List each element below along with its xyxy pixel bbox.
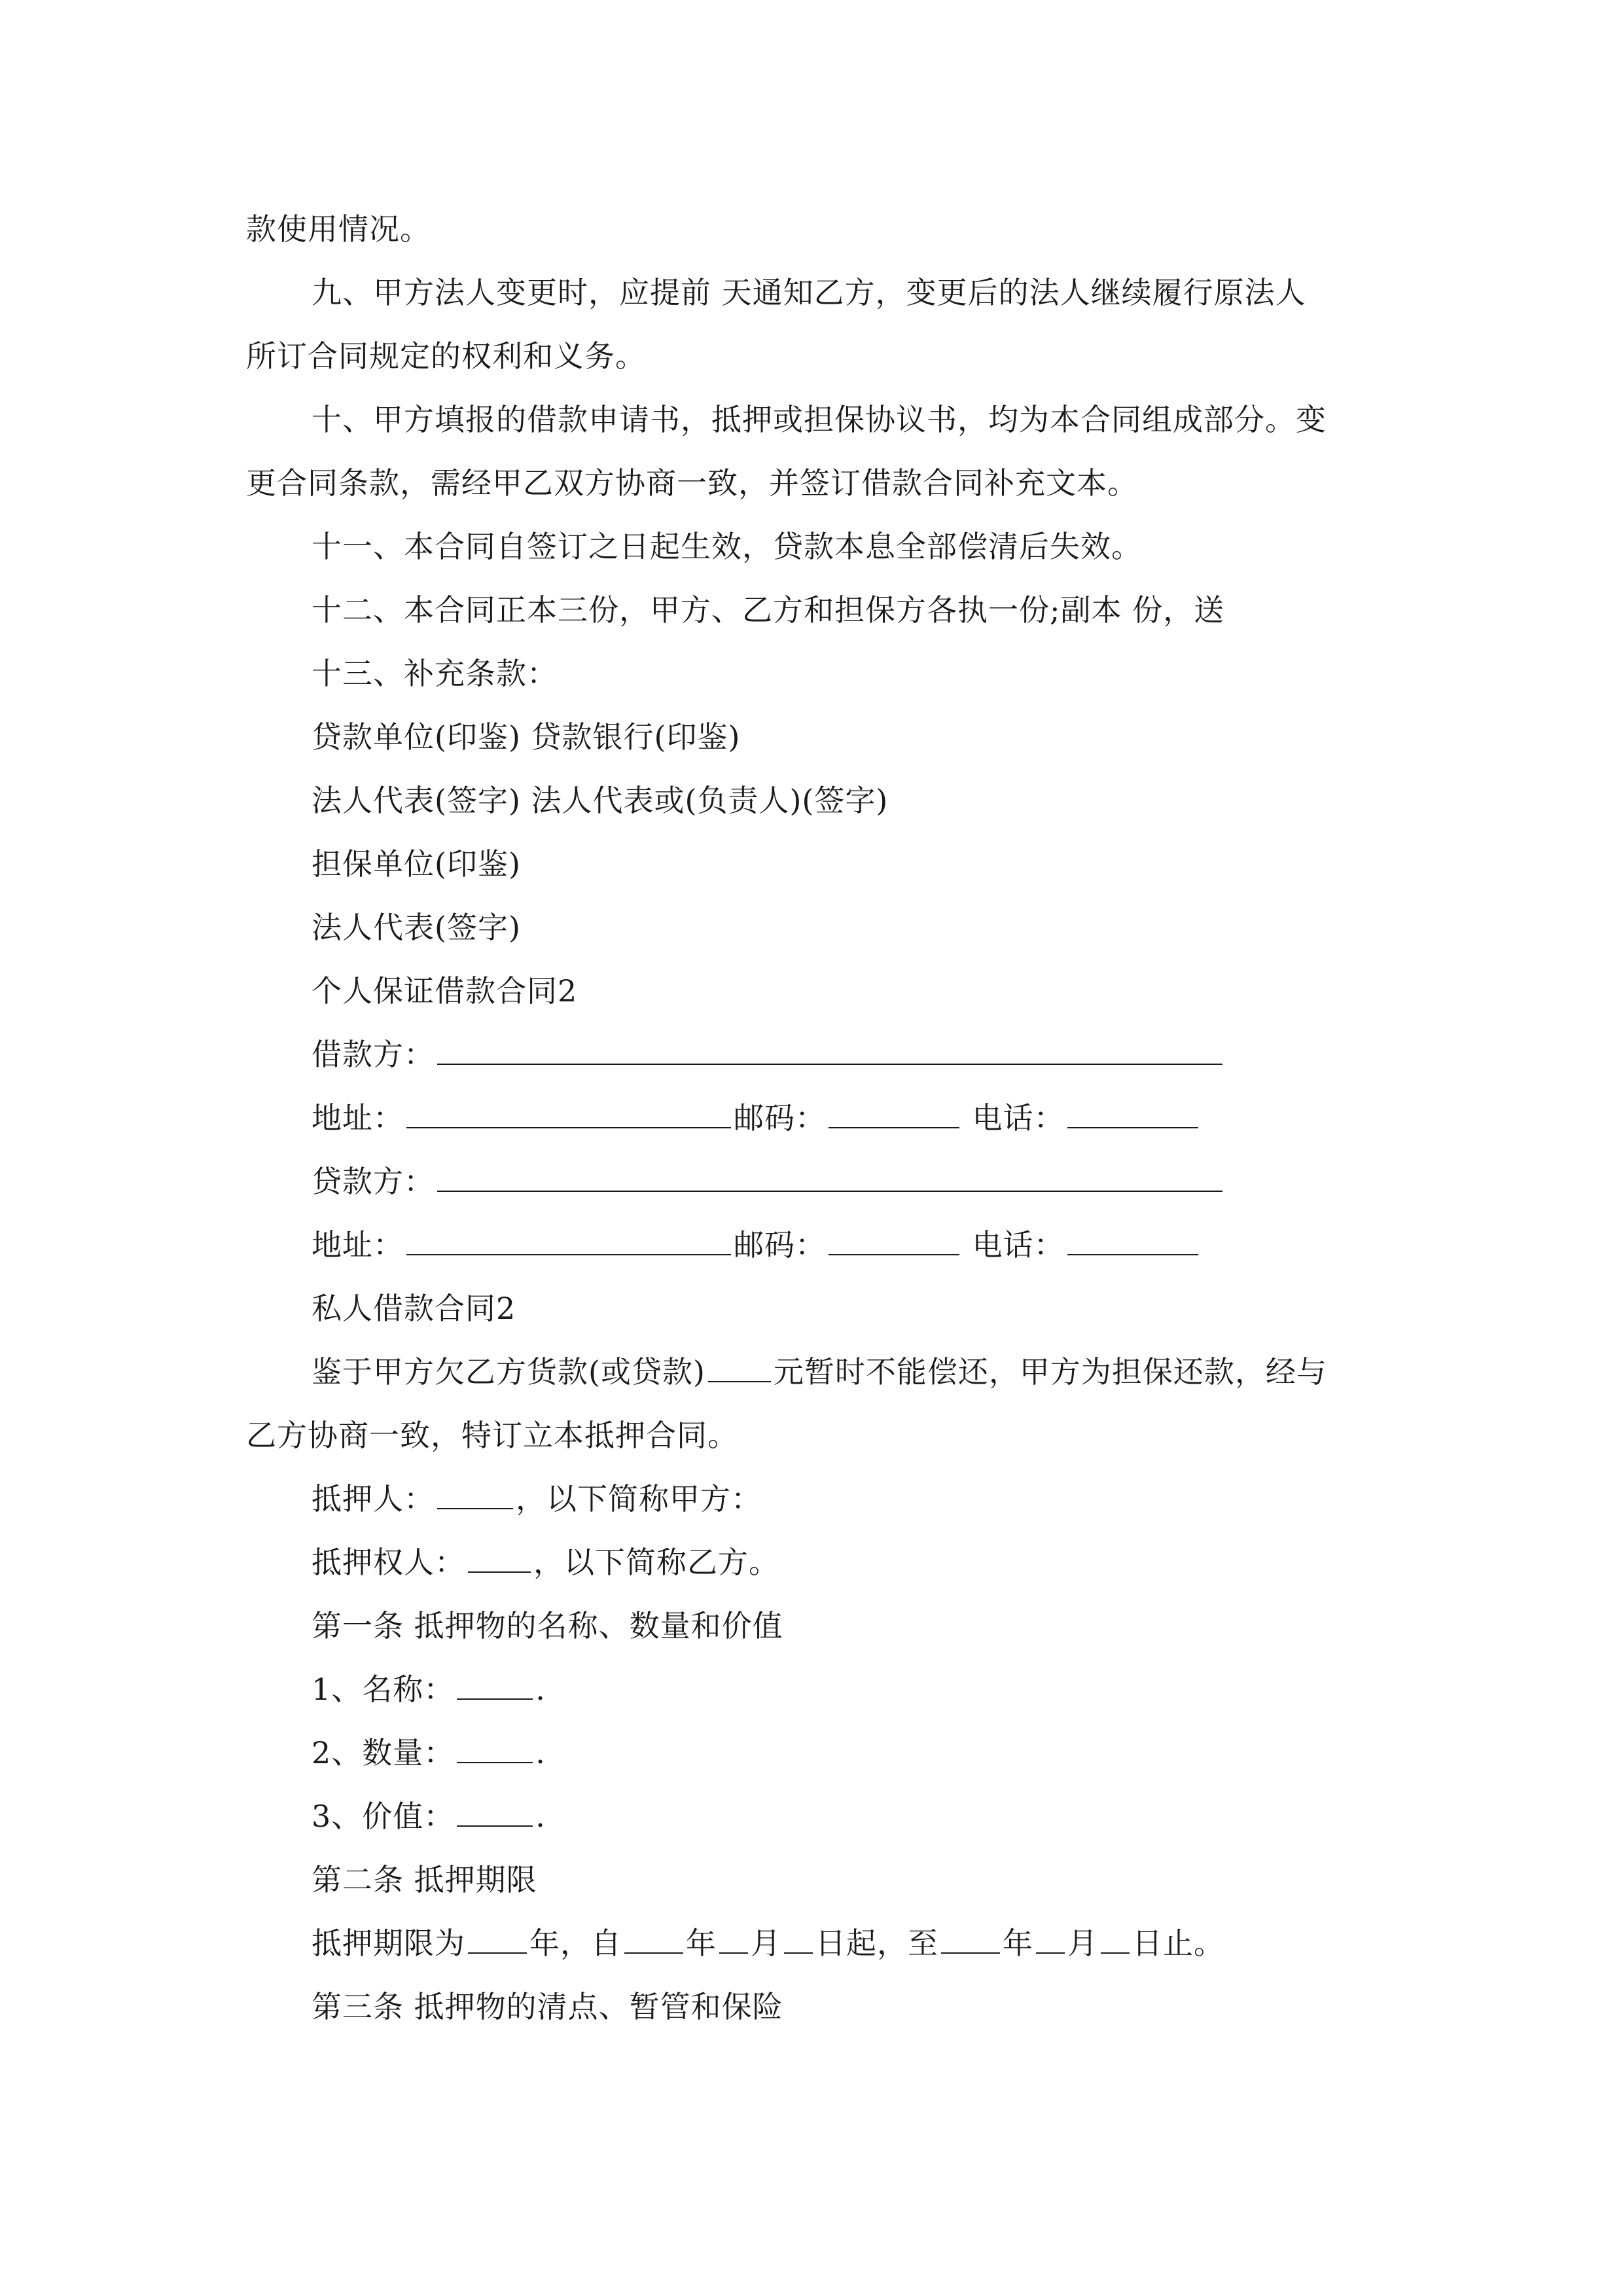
text-line: 款使用情况。 xyxy=(246,211,431,247)
phone-label: 电话： xyxy=(972,1100,1065,1136)
signature-line: 法人代表(签字) 法人代表或(负责人)(签字) xyxy=(312,783,889,818)
article-title: 第一条 抵押物的名称、数量和价值 xyxy=(312,1608,783,1643)
text-span: 元暂时不能偿还，甲方为担保还款，经与 xyxy=(773,1354,1327,1390)
year-blank xyxy=(624,1924,683,1954)
mortgagor-line xyxy=(312,1479,762,1518)
amount-blank xyxy=(708,1352,771,1382)
text-span: 月 xyxy=(1067,1926,1098,1961)
text-span: . xyxy=(535,1672,546,1707)
text-span: 年，自 xyxy=(529,1926,622,1961)
text-span: . xyxy=(535,1735,546,1770)
day-blank xyxy=(784,1924,813,1954)
text-line: 十三、补充条款： xyxy=(312,656,558,691)
item-label: 1、名称： xyxy=(312,1672,455,1707)
article-title: 第二条 抵押期限 xyxy=(312,1862,537,1897)
lender-blank xyxy=(437,1162,1222,1192)
text-span: 抵押期限为 xyxy=(312,1926,465,1961)
text-span: ，以下简称乙方。 xyxy=(533,1545,779,1580)
mortgagor-blank xyxy=(437,1479,513,1509)
text-line: 十一、本合同自签订之日起生效，贷款本息全部偿清后失效。 xyxy=(312,529,1142,564)
month-blank xyxy=(719,1924,748,1954)
mortgagee-blank xyxy=(468,1543,531,1573)
signature-line: 担保单位(印鉴) xyxy=(312,846,521,882)
mortgagee-line xyxy=(312,1543,779,1582)
signature-line: 贷款单位(印鉴) 贷款银行(印鉴) xyxy=(312,719,741,755)
phone-label: 电话： xyxy=(972,1227,1065,1263)
text-line: 十、甲方填报的借款申请书，抵押或担保协议书，均为本合同组成部分。变 xyxy=(312,402,1327,437)
postcode-blank xyxy=(829,1098,959,1128)
text-span: 年 xyxy=(686,1926,717,1961)
section-title: 个人保证借款合同2 xyxy=(312,973,578,1009)
signature-line: 法人代表(签字) xyxy=(312,910,521,945)
text-span: . xyxy=(535,1799,546,1834)
item-label: 3、价值： xyxy=(312,1799,455,1834)
lender-line xyxy=(312,1162,1225,1201)
item-line xyxy=(312,1797,546,1836)
address-blank xyxy=(406,1225,731,1255)
borrower-label: 借款方： xyxy=(312,1037,435,1072)
text-line: 乙方协商一致，特订立本抵押合同。 xyxy=(246,1418,738,1453)
text-span: 年 xyxy=(1003,1926,1033,1961)
lender-address-line xyxy=(312,1225,1201,1265)
text-line: 十二、本合同正本三份，甲方、乙方和担保方各执一份;副本 份，送 xyxy=(312,592,1225,628)
text-line: 更合同条款，需经甲乙双方协商一致，并签订借款合同补充文本。 xyxy=(246,465,1138,501)
text-span: ，以下简称甲方： xyxy=(516,1481,762,1516)
postcode-label: 邮码： xyxy=(734,1100,826,1136)
item-label: 2、数量： xyxy=(312,1735,455,1770)
month-blank xyxy=(1036,1924,1065,1954)
lender-label: 贷款方： xyxy=(312,1164,435,1199)
address-label: 地址： xyxy=(312,1227,404,1263)
address-label: 地址： xyxy=(312,1100,404,1136)
postcode-blank xyxy=(829,1225,959,1255)
day-blank xyxy=(1101,1924,1130,1954)
item-blank xyxy=(457,1670,533,1700)
borrower-line xyxy=(312,1035,1225,1074)
section-title: 私人借款合同2 xyxy=(312,1291,516,1326)
year-blank xyxy=(468,1924,527,1954)
text-span: 日起，至 xyxy=(815,1926,938,1961)
phone-blank xyxy=(1067,1225,1198,1255)
text-line xyxy=(312,1352,1327,1391)
address-blank xyxy=(406,1098,731,1128)
postcode-label: 邮码： xyxy=(734,1227,826,1263)
mortgagee-label: 抵押权人： xyxy=(312,1545,465,1580)
text-span: 鉴于甲方欠乙方货款(或贷款) xyxy=(312,1354,705,1390)
item-line xyxy=(312,1670,546,1709)
borrower-address-line xyxy=(312,1098,1201,1138)
borrower-blank xyxy=(437,1035,1222,1065)
item-blank xyxy=(457,1797,533,1827)
article-title: 第三条 抵押物的清点、暂管和保险 xyxy=(312,1989,783,2024)
year-blank xyxy=(941,1924,1000,1954)
text-span: 日止。 xyxy=(1132,1926,1224,1961)
term-line xyxy=(312,1924,1224,1963)
text-line: 九、甲方法人变更时，应提前 天通知乙方，变更后的法人继续履行原法人 xyxy=(312,275,1306,310)
text-line: 所订合同规定的权利和义务。 xyxy=(246,338,646,374)
text-span: 月 xyxy=(751,1926,781,1961)
phone-blank xyxy=(1067,1098,1198,1128)
mortgagor-label: 抵押人： xyxy=(312,1481,435,1516)
item-blank xyxy=(457,1733,533,1763)
item-line xyxy=(312,1733,546,1772)
